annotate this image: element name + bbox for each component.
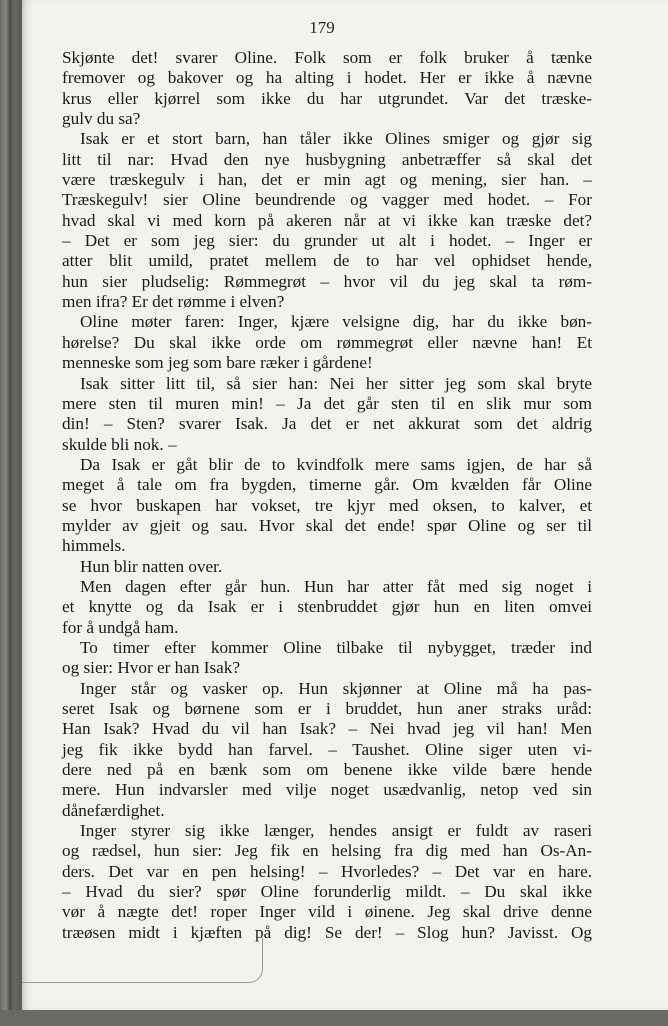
text-line: atter blit umild, pratet mellem de to har vel ophidset hende,: [62, 251, 592, 271]
text-line: Da Isak er gåt blir de to kvindfolk mere sams igjen, de har så: [80, 454, 592, 474]
text-line: din! – Sten? svarer Isak. Ja det er net akkurat som det aldrig: [62, 414, 592, 434]
text-line: ders. Det var en pen helsing! – Hvorledes? – Det var en hare.: [62, 861, 592, 881]
text-line: Men dagen efter går hun. Hun har atter fåt med sig noget i: [80, 576, 592, 596]
text-line: et knytte og da Isak er i stenbruddet gjør hun en liten omvei: [62, 597, 592, 617]
text-line: men ifra? Er det rømme i elven?: [62, 292, 285, 312]
text-line: himmels.: [62, 536, 126, 556]
text-line: dånefærdighet.: [62, 800, 165, 820]
text-line: Isak er et stort barn, han tåler ikke Olines smiger og gjør sig: [80, 129, 592, 149]
text-line: – Det er som jeg sier: du grunder ut alt i hodet. – Inger er: [62, 231, 592, 251]
text-line: meget å tale om fra bygden, timerne går. Om kvælden får Oline: [62, 475, 592, 495]
text-line: og sier: Hvor er han Isak?: [62, 658, 241, 678]
scan-bottom-edge: [0, 1010, 668, 1026]
text-line: og rædsel, hun sier: Jeg fik en helsing fra dig med han Os-An-: [62, 841, 592, 861]
text-line: Inger styrer sig ikke længer, hendes ansigt er fuldt av raseri: [80, 821, 592, 841]
text-line: fremover og bakover og ha alting i hodet. Her er ikke å nævne: [62, 68, 592, 88]
text-line: mylder av gjeit og sau. Hvor skal det ende! spør Oline og ser til: [62, 515, 592, 535]
text-line: Hun blir natten over.: [80, 556, 223, 576]
text-line: mere. Hun indvarsler med vilje noget usædvanlig, netop ved sin: [62, 780, 592, 800]
text-line: Træskegulv! sier Oline beundrende og vagger med hodet. – For: [62, 190, 592, 210]
text-line: krus eller kjørrel som ikke du har utgrundet. Var det træske-: [62, 88, 592, 108]
page-text: [62, 48, 592, 943]
text-line: for å undgå ham.: [62, 617, 179, 637]
text-line: seret Isak og børnene som er i bruddet, hun aner straks uråd:: [62, 699, 592, 718]
text-line: skulde bli nok. –: [62, 434, 177, 454]
text-line: Isak sitter litt til, så sier han: Nei her sitter jeg som skal bryte: [80, 373, 592, 393]
text-line: mere sten til muren min! – Ja det går sten til en slik mur som: [62, 393, 592, 413]
page-number: 179: [309, 18, 335, 37]
text-line: jeg fik ikke bydd han farvel. – Taushet. Oline siger uten vi-: [62, 739, 592, 759]
text-line: se hvor buskapen har vokset, tre kjyr med oksen, to kalver, et: [62, 495, 592, 515]
text-line: menneske som jeg som bare ræker i gårdene!: [62, 353, 373, 373]
text-line: dere ned på en bænk som om benene ikke vilde bære hende: [62, 760, 592, 780]
margin-bracket: [22, 938, 263, 983]
text-line: litt til nar: Hvad den nye husbygning anbetræffer så skal det: [62, 149, 592, 169]
text-line: hun sier pludselig: Rømmegrøt – hvor vil du jeg skal ta røm-: [62, 271, 592, 291]
text-line: hvad skal vi med korn på akeren når at vi ikke kan træske det?: [62, 210, 592, 230]
text-line: To timer efter kommer Oline tilbake til nybygget, træder ind: [80, 637, 592, 657]
text-line: træøsen midt i kjæften på dig! Se der! – Slog hun? Javisst. Og: [62, 922, 592, 942]
text-line: gulv du sa?: [62, 109, 141, 129]
book-page: [22, 0, 668, 1010]
text-line: vør å nægte det! roper Inger vild i øinene. Jeg skal drive denne: [62, 902, 592, 922]
text-line: hørelse? Du skal ikke orde om rømmegrøt eller nævne han! Et: [62, 332, 592, 352]
text-line: Oline møter faren: Inger, kjære velsigne dig, har du ikke bøn-: [80, 312, 592, 332]
text-line: – Hvad du sier? spør Oline forunderlig mildt. – Du skal ikke: [62, 882, 592, 902]
text-line: Han Isak? Hvad du vil han Isak? – Nei hvad jeg vil han! Men: [62, 719, 592, 739]
text-line: være træskegulv i han, det er min agt og mening, sier han. –: [62, 170, 592, 190]
text-line: Skjønte det! svarer Oline. Folk som er folk bruker å tænke: [62, 48, 592, 67]
text-line: Inger står og vasker op. Hun skjønner at Oline må ha pas-: [80, 678, 592, 698]
